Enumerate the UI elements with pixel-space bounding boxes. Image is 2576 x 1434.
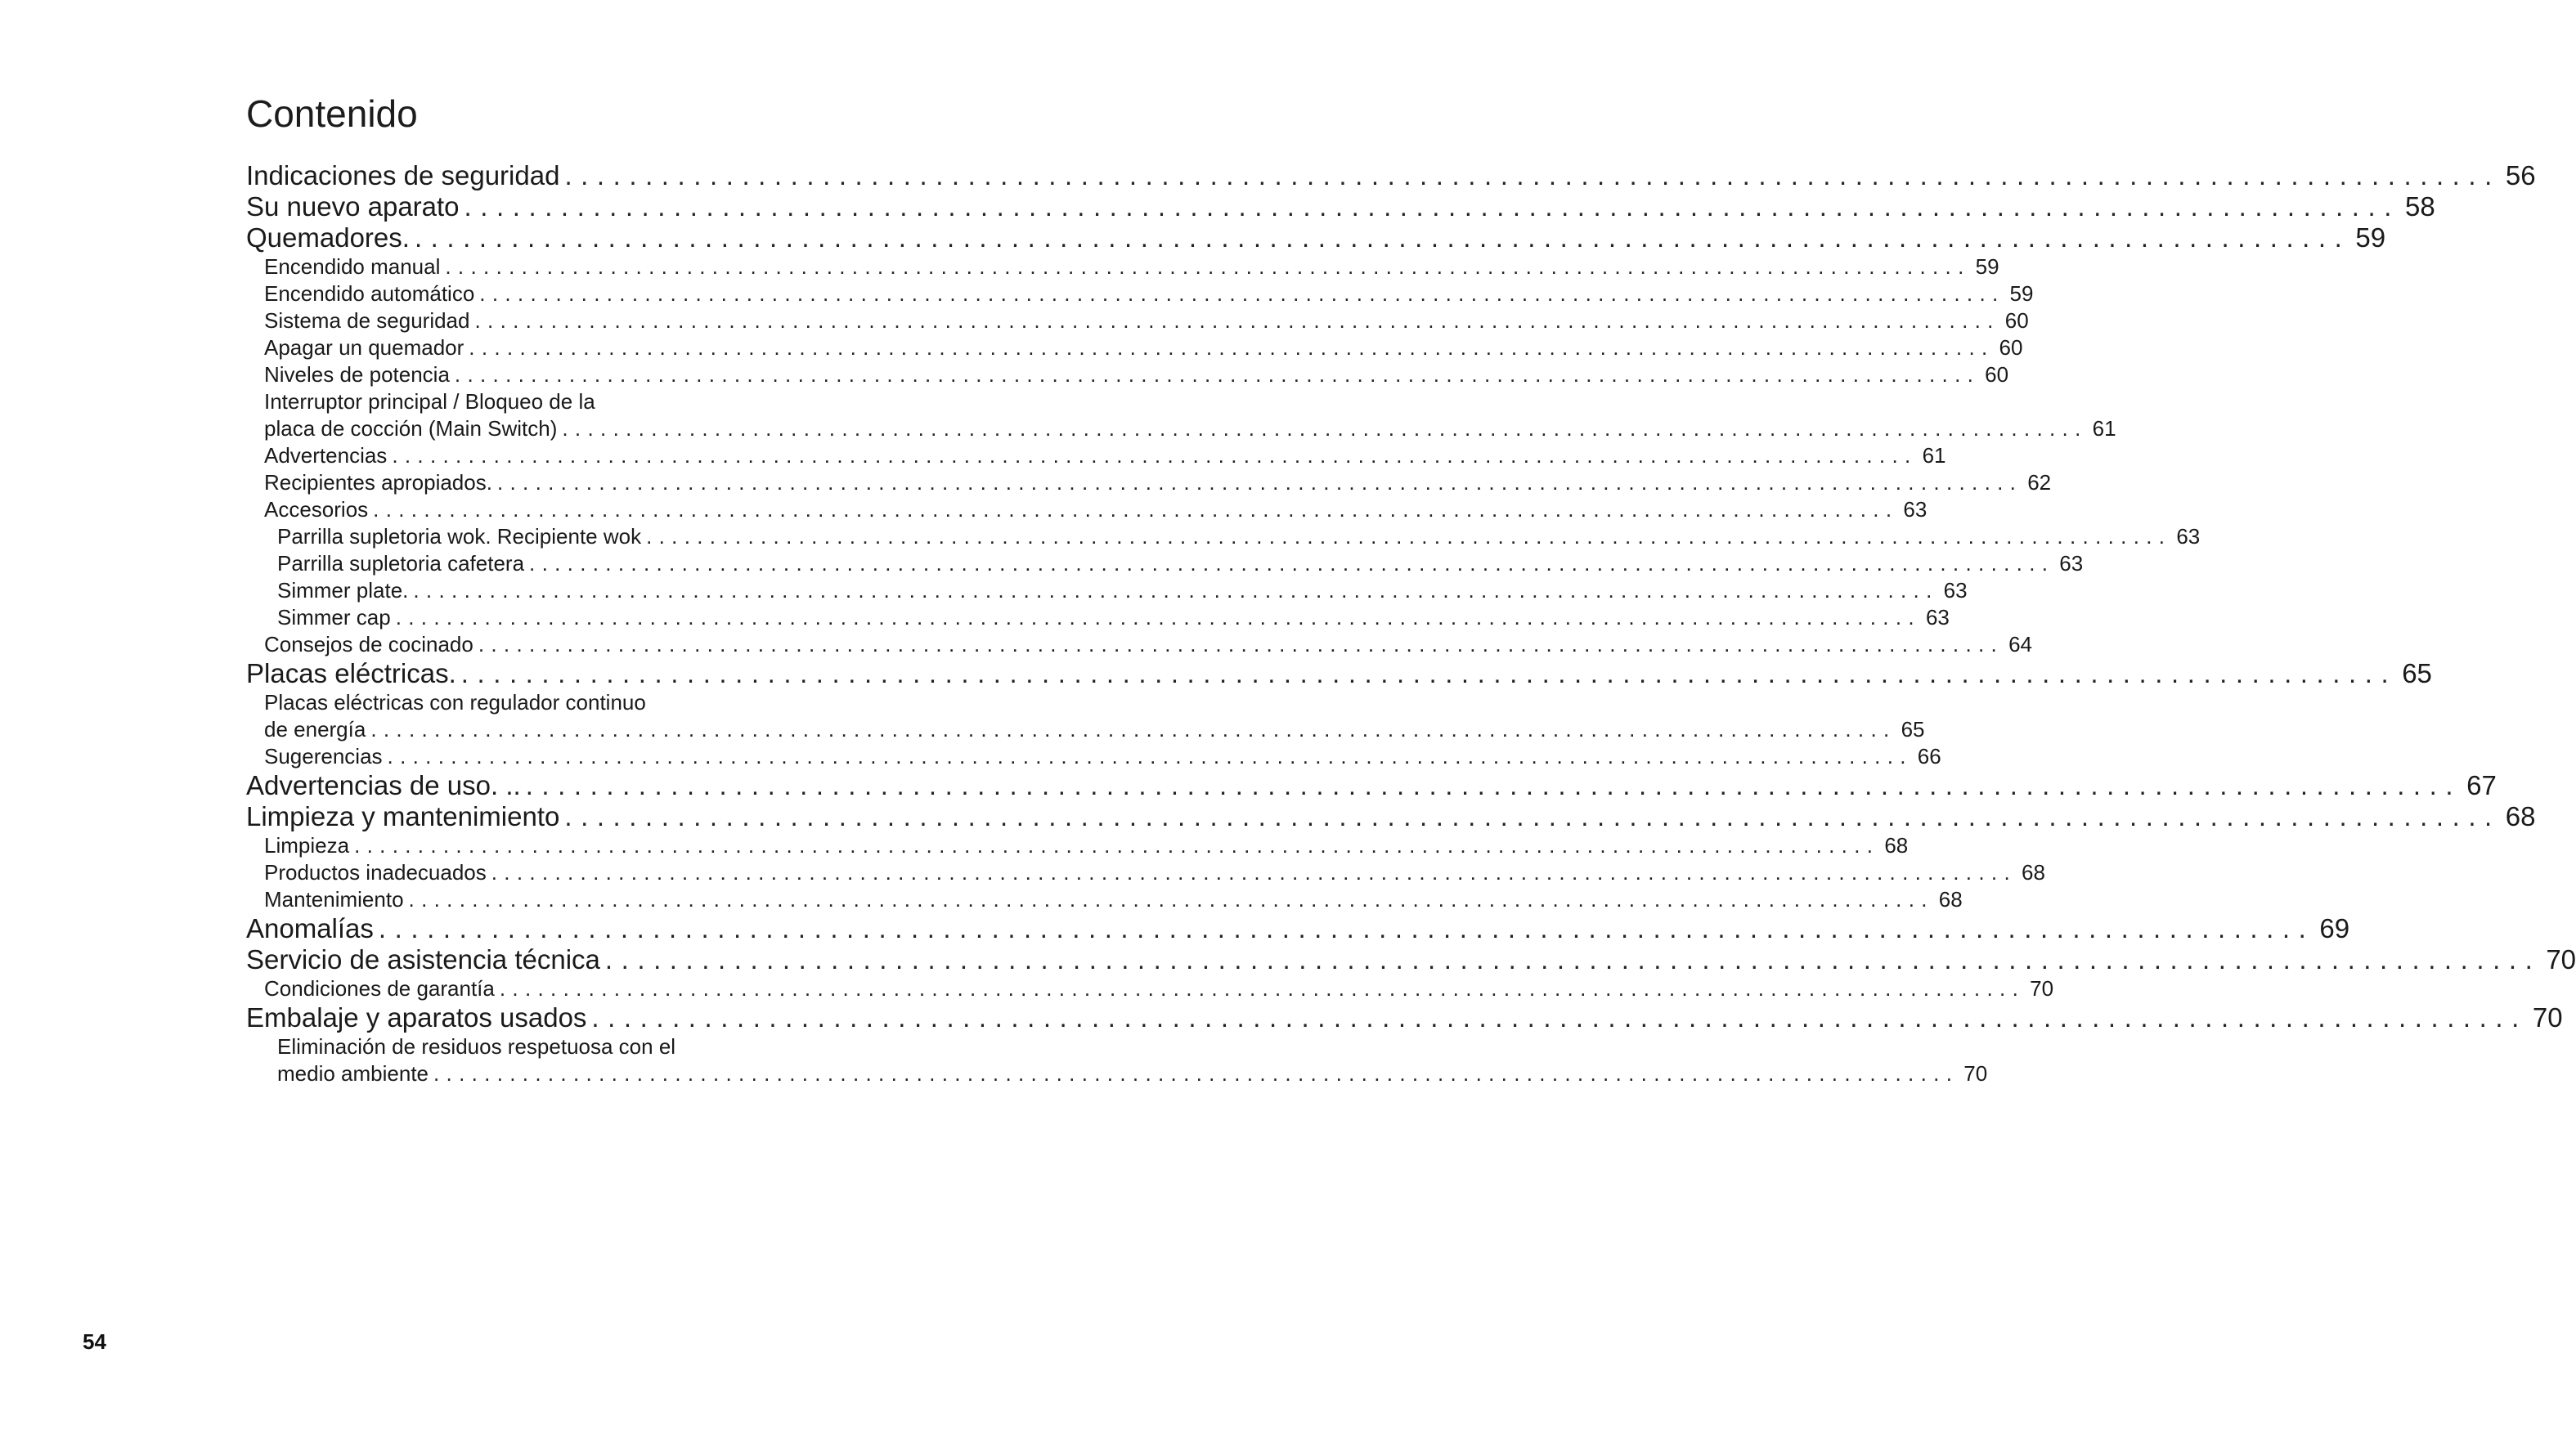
toc-entry-label: Parrilla supletoria wok. Recipiente wok bbox=[277, 524, 642, 549]
dot-leader: ........................................................................................................................ bbox=[529, 551, 2055, 576]
toc-entry bbox=[246, 1060, 1988, 1087]
toc-entry-label: Su nuevo aparato bbox=[246, 191, 460, 222]
toc-entry-label: Mantenimiento bbox=[264, 887, 404, 912]
toc-entry bbox=[246, 1002, 2563, 1033]
dot-leader: ........................................................................................................................ bbox=[525, 770, 2462, 800]
dot-leader: ........................................................................................................................ bbox=[413, 578, 1939, 603]
toc-entry-page: 60 bbox=[2004, 308, 2029, 333]
toc-entry-label: Placas eléctricas con regulador continuo bbox=[264, 690, 646, 715]
toc-entry bbox=[246, 496, 1928, 523]
toc-entry-label: Simmer plate. bbox=[277, 578, 409, 603]
toc-entry-label: Limpieza bbox=[264, 833, 350, 858]
page-title: Contenido bbox=[246, 92, 418, 135]
toc-entry-label: Limpieza y mantenimiento bbox=[246, 801, 560, 831]
toc-entry-page: 67 bbox=[2466, 770, 2497, 800]
dot-leader: ........................................................................................................................ bbox=[478, 632, 2004, 657]
toc-entry bbox=[246, 944, 2576, 975]
toc-entry bbox=[246, 975, 2054, 1002]
toc-entry-page: 65 bbox=[1901, 717, 1925, 742]
toc-entry-label: Accesorios bbox=[264, 497, 369, 522]
dot-leader: ........................................................................................................................ bbox=[496, 470, 2023, 495]
toc-entry-label: de energía bbox=[264, 717, 366, 742]
dot-leader: ........................................................................................................................ bbox=[354, 833, 1880, 858]
dot-leader: ........................................................................................................................ bbox=[370, 717, 1896, 742]
toc-entry-label: Parrilla supletoria cafetera bbox=[277, 551, 525, 576]
dot-leader: ........................................................................................................................ bbox=[564, 160, 2501, 190]
dot-leader: ........................................................................................................................ bbox=[464, 191, 2400, 222]
toc-entry-page: 63 bbox=[2059, 551, 2084, 576]
toc-entry-label: Anomalías bbox=[246, 913, 374, 943]
toc-entry-label: medio ambiente bbox=[277, 1061, 429, 1086]
page-number: 54 bbox=[83, 1329, 106, 1354]
dot-leader: ........................................................................................................................ bbox=[604, 944, 2542, 975]
table-of-contents bbox=[246, 160, 2576, 1087]
toc-entry-label: Sugerencias bbox=[264, 744, 383, 769]
toc-entry bbox=[246, 743, 1941, 770]
dot-leader: ........................................................................................................................ bbox=[499, 976, 2026, 1001]
dot-leader: ........................................................................................................................ bbox=[479, 281, 2005, 306]
dot-leader: ........................................................................................................................ bbox=[474, 308, 2000, 333]
toc-entry bbox=[246, 1033, 799, 1060]
toc-entry-page: 68 bbox=[1938, 887, 1963, 912]
toc-entry-label: Indicaciones de seguridad bbox=[246, 160, 560, 190]
toc-entry-page: 56 bbox=[2505, 160, 2536, 190]
dot-leader: ........................................................................................................................ bbox=[491, 860, 2017, 885]
dot-leader: ........................................................................................................................ bbox=[414, 222, 2351, 253]
toc-entry-page: 62 bbox=[2027, 470, 2052, 495]
toc-entry bbox=[246, 577, 1968, 604]
toc-entry-page: 58 bbox=[2404, 191, 2435, 222]
toc-entry-page: 66 bbox=[1917, 744, 1941, 769]
toc-entry-page: 59 bbox=[1975, 254, 1999, 279]
toc-entry-page: 59 bbox=[2009, 281, 2034, 306]
toc-entry bbox=[246, 191, 2435, 222]
toc-entry bbox=[246, 307, 2029, 334]
dot-leader: ........................................................................................................................ bbox=[460, 658, 2398, 688]
toc-entry-label: Advertencias bbox=[264, 443, 388, 468]
toc-entry-page: 63 bbox=[2176, 524, 2201, 549]
toc-entry-page: 61 bbox=[2092, 416, 2116, 441]
toc-entry-page: 64 bbox=[2008, 632, 2033, 657]
toc-entry-page: 68 bbox=[1884, 833, 1909, 858]
toc-entry bbox=[246, 222, 2386, 253]
toc-entry bbox=[246, 770, 2497, 801]
toc-entry-page: 65 bbox=[2402, 658, 2432, 688]
toc-entry-page: 70 bbox=[2030, 976, 2054, 1001]
toc-entry bbox=[246, 361, 2009, 388]
dot-leader: ........................................................................................................................ bbox=[378, 913, 2315, 943]
toc-entry-label: Niveles de potencia bbox=[264, 362, 450, 387]
dot-leader: ........................................................................................................................ bbox=[469, 335, 1995, 360]
toc-entry-page: 60 bbox=[1999, 335, 2023, 360]
toc-entry-label: Encendido manual bbox=[264, 254, 441, 279]
toc-entry bbox=[246, 160, 2536, 191]
toc-entry-label: Productos inadecuados bbox=[264, 860, 487, 885]
toc-entry-page: 70 bbox=[1963, 1061, 1988, 1086]
dot-leader: ........................................................................................................................ bbox=[387, 744, 1913, 769]
dot-leader: ........................................................................................................................ bbox=[564, 801, 2501, 831]
toc-entry bbox=[246, 442, 1946, 469]
dot-leader: ........................................................................................................................ bbox=[646, 524, 2172, 549]
dot-leader: ........................................................................................................................ bbox=[562, 416, 2088, 441]
dot-leader: ........................................................................................................................ bbox=[408, 887, 1934, 912]
toc-entry bbox=[246, 631, 2033, 658]
toc-entry bbox=[246, 604, 1950, 631]
toc-entry-label: Advertencias de uso. .. bbox=[246, 770, 521, 800]
toc-entry bbox=[246, 716, 1925, 743]
toc-entry bbox=[246, 388, 799, 415]
toc-entry-page: 60 bbox=[1985, 362, 2009, 387]
toc-entry-label: Consejos de cocinado bbox=[264, 632, 473, 657]
toc-entry-page: 68 bbox=[2022, 860, 2045, 885]
toc-entry bbox=[246, 832, 1909, 859]
dot-leader: ........................................................................................................................ bbox=[454, 362, 1981, 387]
toc-entry bbox=[246, 415, 2116, 442]
toc-entry-page: 70 bbox=[2546, 944, 2576, 975]
dot-leader: ........................................................................................................................ bbox=[433, 1061, 1959, 1086]
toc-entry-page: 70 bbox=[2532, 1002, 2563, 1033]
toc-entry-label: Embalaje y aparatos usados bbox=[246, 1002, 587, 1033]
dot-leader: ........................................................................................................................ bbox=[392, 443, 1918, 468]
toc-entry-page: 63 bbox=[1943, 578, 1968, 603]
toc-entry-label: Simmer cap bbox=[277, 605, 391, 630]
toc-entry bbox=[246, 469, 2052, 496]
toc-entry-label: Quemadores. bbox=[246, 222, 410, 253]
toc-entry-label: Condiciones de garantía bbox=[264, 976, 495, 1001]
toc-entry bbox=[246, 280, 2034, 307]
dot-leader: ........................................................................................................................ bbox=[591, 1002, 2528, 1033]
toc-entry bbox=[246, 334, 2023, 361]
toc-entry-label: Eliminación de residuos respetuosa con el bbox=[277, 1034, 676, 1059]
dot-leader: ........................................................................................................................ bbox=[445, 254, 1971, 279]
dot-leader: ........................................................................................................................ bbox=[373, 497, 1899, 522]
toc-entry bbox=[246, 886, 1963, 913]
toc-entry bbox=[246, 658, 2432, 689]
dot-leader: ........................................................................................................................ bbox=[395, 605, 1921, 630]
toc-entry-label: Apagar un quemador bbox=[264, 335, 464, 360]
toc-entry-page: 69 bbox=[2319, 913, 2350, 943]
toc-entry bbox=[246, 253, 1999, 280]
toc-entry-label: Sistema de seguridad bbox=[264, 308, 470, 333]
toc-entry-label: Recipientes apropiados. bbox=[264, 470, 492, 495]
toc-entry-label: Encendido automático bbox=[264, 281, 475, 306]
toc-entry-label: Servicio de asistencia técnica bbox=[246, 944, 600, 975]
toc-entry bbox=[246, 689, 799, 716]
toc-entry-page: 59 bbox=[2355, 222, 2386, 253]
toc-entry-page: 68 bbox=[2505, 801, 2536, 831]
toc-entry bbox=[246, 859, 2045, 886]
toc-entry bbox=[246, 913, 2350, 944]
toc-entry-page: 61 bbox=[1922, 443, 1946, 468]
toc-entry-label: Interruptor principal / Bloqueo de la bbox=[264, 389, 595, 414]
toc-entry bbox=[246, 801, 2536, 832]
toc-entry-page: 63 bbox=[1925, 605, 1950, 630]
toc-entry-label: Placas eléctricas. bbox=[246, 658, 456, 688]
toc-entry-label: placa de cocción (Main Switch) bbox=[264, 416, 558, 441]
toc-entry bbox=[246, 550, 2084, 577]
toc-entry bbox=[246, 523, 2201, 550]
toc-entry-page: 63 bbox=[1903, 497, 1928, 522]
